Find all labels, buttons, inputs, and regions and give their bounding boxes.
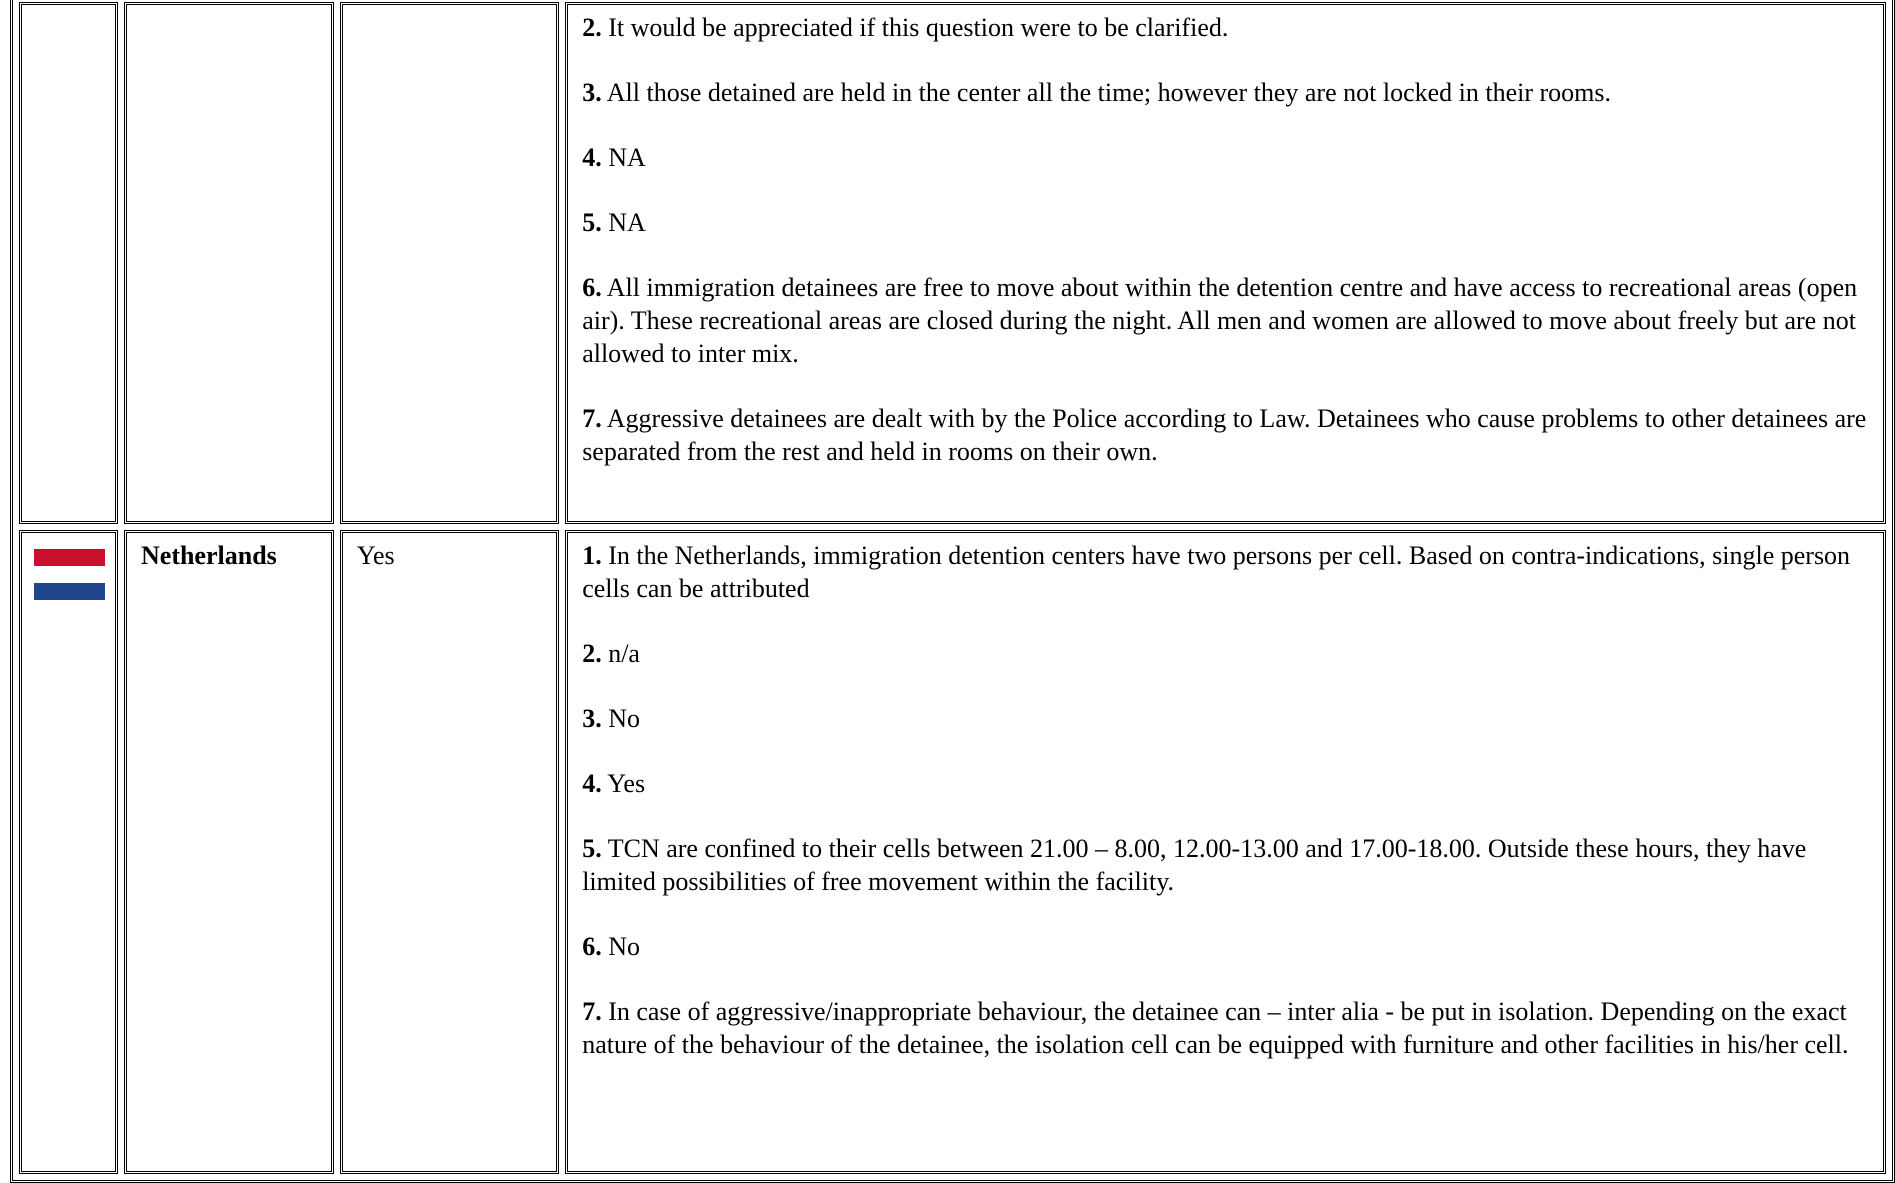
flag-cell [19,2,118,524]
flag-stripe-red [34,549,105,566]
item-number: 1. [582,541,602,570]
flag-stripe-white [34,566,105,583]
answer-item-4 [582,767,1873,800]
answer-cell [340,2,559,524]
item-text: NA [608,143,646,172]
answer-item-1 [582,539,1873,605]
netherlands-flag-icon [34,549,105,600]
item-text: All immigration detainees are free to move about within the detention centre and have access to recreational areas (open air). These recreational areas are closed during the night. All men and women are allowed to move about freely but are not allowed to inter mix. [582,273,1858,368]
item-number: 7. [582,404,602,433]
answer-item-2 [582,637,1873,670]
flag-stripe-blue [34,583,105,600]
item-number: 3. [582,78,602,107]
answer-cell [340,530,559,1174]
table-row [19,2,1886,524]
item-text: In case of aggressive/inappropriate behaviour, the detainee can – inter alia - be put in isolation. Depending on the exact nature of the behaviour of the detainee, the isolation cell can be equipped with furniture and other facilities in his/her cell. [582,997,1849,1059]
item-text: Yes [607,769,646,798]
item-number: 5. [582,208,602,237]
item-number: 4. [582,769,602,798]
answer-item-5 [582,832,1873,898]
item-number: 7. [582,997,602,1026]
item-text: All those detained are held in the center all the time; however they are not locked in their rooms. [606,78,1612,107]
table-row [19,530,1886,1174]
item-text: No [608,704,640,733]
answer-item-7 [582,402,1873,468]
answer-item-3 [582,702,1873,735]
item-number: 2. [582,13,602,42]
country-cell [124,530,334,1174]
item-text: No [608,932,640,961]
answer-item-3 [582,76,1873,109]
item-number: 6. [582,273,602,302]
answer-item-5 [582,206,1873,239]
item-number: 3. [582,704,602,733]
item-number: 6. [582,932,602,961]
country-name: Netherlands [141,541,277,570]
answer-item-4 [582,141,1873,174]
answer-item-2 [582,11,1873,44]
detail-cell [565,2,1886,524]
item-number: 2. [582,639,602,668]
item-text: NA [608,208,646,237]
item-text: It would be appreciated if this question were to be clarified. [608,13,1229,42]
country-cell [124,2,334,524]
answer-item-6 [582,271,1873,370]
country-comparison-table [10,0,1895,1183]
item-text: Aggressive detainees are dealt with by the Police according to Law. Detainees who cause problems to other detainees are separated from the rest and held in rooms on their own. [582,404,1867,466]
item-text: TCN are confined to their cells between 21.00 – 8.00, 12.00-13.00 and 17.00-18.00. Outside these hours, they have limited possibilities of free movement within the facility. [582,834,1807,896]
answer-item-7 [582,995,1873,1061]
flag-cell [19,530,118,1174]
item-number: 4. [582,143,602,172]
item-text: n/a [608,639,640,668]
item-number: 5. [582,834,602,863]
answer-item-6 [582,930,1873,963]
item-text: In the Netherlands, immigration detention centers have two persons per cell. Based on contra-indications, single person cells can be attributed [582,541,1851,603]
answer-value: Yes [356,541,395,570]
detail-cell [565,530,1886,1174]
